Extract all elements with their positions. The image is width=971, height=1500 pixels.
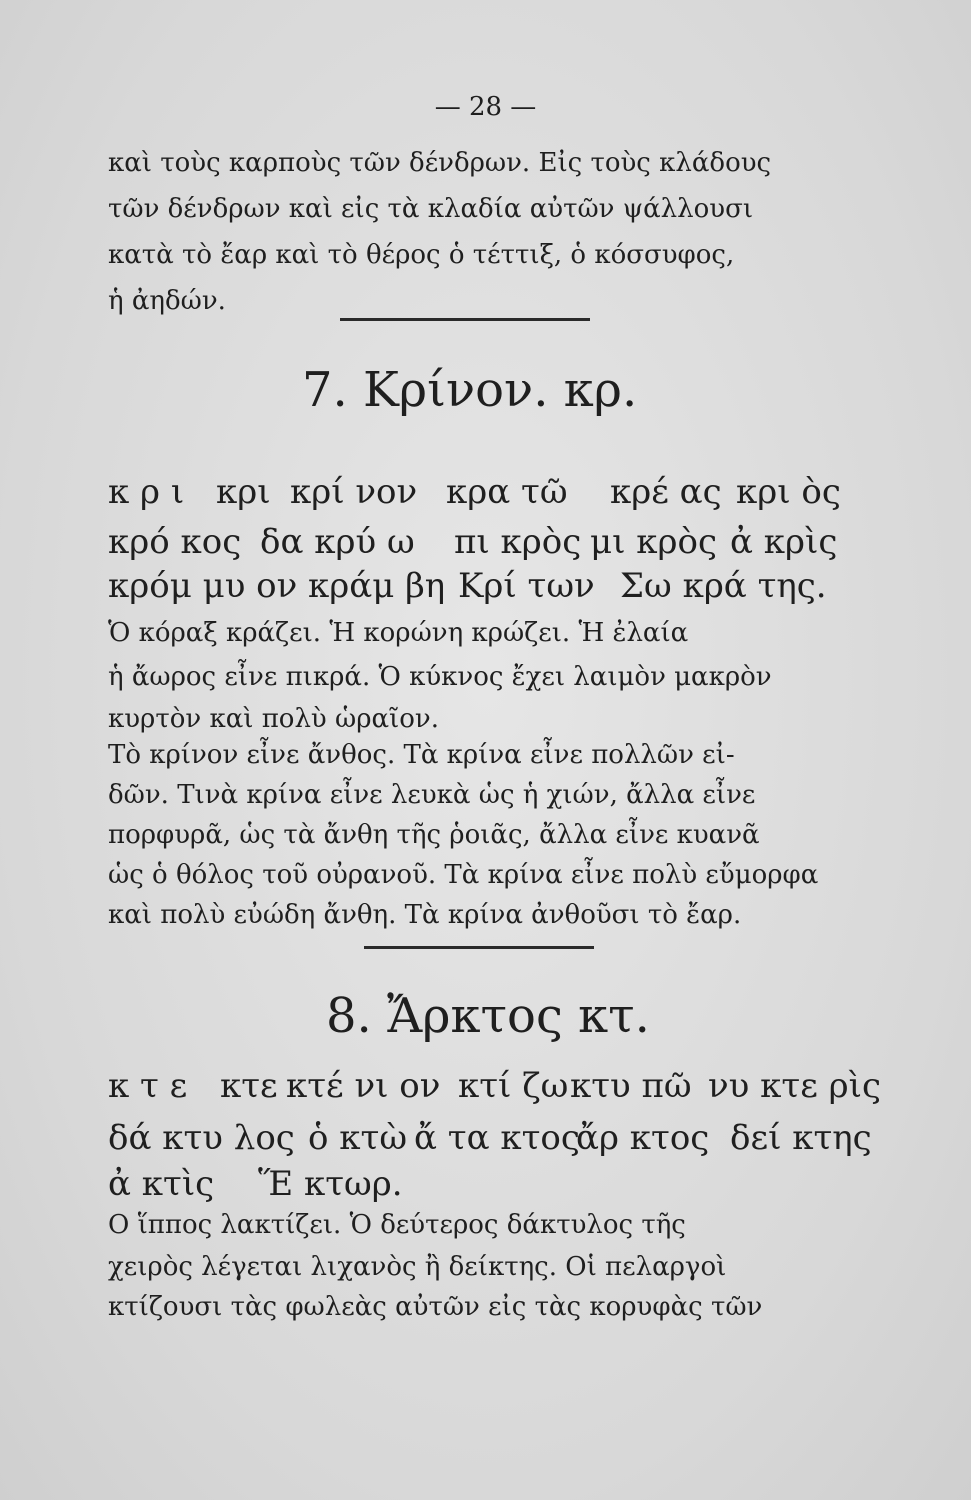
lesson-7-text-line-6: πορφυρᾶ, ὡς τὰ ἄνθη τῆς ῥοιᾶς, ἄλλα εἶνε κυανᾶ xyxy=(108,820,760,850)
syllable: κρί νον xyxy=(290,472,418,512)
syllable: νυ κτε ρὶς xyxy=(708,1066,881,1106)
syllable: κτυ πῶ xyxy=(570,1066,692,1106)
syllable: κτε xyxy=(220,1066,278,1106)
syllable: κρέ ας xyxy=(610,472,722,512)
syllable: ἀ κτὶς xyxy=(108,1164,215,1204)
syllable: κ τ ε xyxy=(108,1066,188,1106)
lesson-8-text-line-1: Ο ἵππος λακτίζει. Ὁ δεύτερος δάκτυλος τῆς xyxy=(108,1210,686,1240)
syllable: δα κρύ ω xyxy=(260,522,415,562)
section-divider xyxy=(364,946,594,949)
syllable: δά κτυ λος xyxy=(108,1118,295,1158)
lesson-7-syllables-row-2 xyxy=(108,522,908,568)
intro-line-1: καὶ τοὺς καρποὺς τῶν δένδρων. Εἰς τοὺς κλάδους xyxy=(108,148,772,178)
lesson-8-syllables-row-3 xyxy=(108,1164,908,1210)
lesson-8-text-line-2: χειρὸς λέγεται λιχανὸς ἢ δείκτης. Οἱ πελαργοὶ xyxy=(108,1252,727,1282)
syllable: κ ρ ι xyxy=(108,472,185,512)
intro-line-4: ἡ ἀηδών. xyxy=(108,286,226,316)
lesson-8-syllables-row-2 xyxy=(108,1118,908,1164)
section-divider xyxy=(340,318,590,321)
syllable: κρι ὸς xyxy=(736,472,841,512)
syllable: κρόμ μυ ον xyxy=(108,566,298,606)
syllable: δεί κτης xyxy=(730,1118,872,1158)
syllable: κρό κος xyxy=(108,522,242,562)
syllable: Κρί των xyxy=(458,566,595,606)
lesson-7-text-line-3: κυρτὸν καὶ πολὺ ὡραῖον. xyxy=(108,704,439,734)
syllable: ἀ κρὶς xyxy=(730,522,838,562)
syllable: μι κρὸς xyxy=(590,522,717,562)
syllable: κτί ζω xyxy=(458,1066,569,1106)
lesson-7-title: 7. Κρίνον. κρ. xyxy=(302,362,638,418)
syllable: ὁ κτὼ xyxy=(308,1118,408,1158)
page-number: — 28 — xyxy=(434,92,537,122)
lesson-8-text-line-3: κτίζουσι τὰς φωλεὰς αὐτῶν εἰς τὰς κορυφὰς τῶν xyxy=(108,1292,763,1322)
syllable: ἄρ κτος xyxy=(576,1118,710,1158)
syllable: κρα τῶ xyxy=(446,472,568,512)
lesson-7-syllables-row-3 xyxy=(108,566,908,612)
lesson-7-text-line-4: Τὸ κρίνον εἶνε ἄνθος. Τὰ κρίνα εἶνε πολλῶν εἰ- xyxy=(108,740,735,770)
lesson-7-text-line-1: Ὁ κόραξ κράζει. Ἡ κορώνη κρώζει. Ἡ ἐλαία xyxy=(108,618,689,648)
lesson-8-syllables-row-1 xyxy=(108,1066,908,1112)
lesson-7-text-line-2: ἡ ἄωρος εἶνε πικρά. Ὁ κύκνος ἔχει λαιμὸν μακρὸν xyxy=(108,662,772,692)
syllable: κτέ νι ον xyxy=(286,1066,441,1106)
lesson-7-text-line-8: καὶ πολὺ εὐώδη ἄνθη. Τὰ κρίνα ἀνθοῦσι τὸ ἔαρ. xyxy=(108,900,742,930)
lesson-7-text-line-5: δῶν. Τινὰ κρίνα εἶνε λευκὰ ὡς ἡ χιών, ἄλλα εἶνε xyxy=(108,780,756,810)
lesson-8-title: 8. Ἄρκτος κτ. xyxy=(326,988,650,1044)
lesson-7-syllables-row-1 xyxy=(108,472,908,518)
syllable: κράμ βη xyxy=(308,566,446,606)
syllable: Σω κρά της. xyxy=(620,566,827,606)
syllable: Ἕ κτωρ. xyxy=(258,1164,403,1204)
syllable: πι κρὸς xyxy=(454,522,582,562)
syllable: ἄ τα κτος xyxy=(414,1118,580,1158)
syllable: κρι xyxy=(216,472,271,512)
intro-line-3: κατὰ τὸ ἔαρ καὶ τὸ θέρος ὁ τέττιξ, ὁ κόσσυφος, xyxy=(108,240,735,270)
lesson-7-text-line-7: ὡς ὁ θόλος τοῦ οὐρανοῦ. Τὰ κρίνα εἶνε πολὺ εὔμορφα xyxy=(108,860,819,890)
intro-line-2: τῶν δένδρων καὶ εἰς τὰ κλαδία αὐτῶν ψάλλουσι xyxy=(108,194,754,224)
